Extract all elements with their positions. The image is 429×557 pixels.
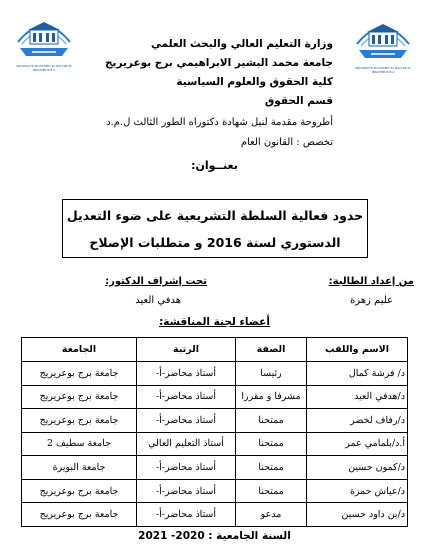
member-role: ممتحنا xyxy=(236,479,307,503)
member-university: جامعة برج بوعريريج xyxy=(22,385,137,409)
table-row xyxy=(22,385,408,409)
logo-caption-right: UNIVERSITE MOHAMED EL BACHIR EL IBRAHIMI B.B.A xyxy=(354,66,412,74)
column-header-rank: الرتبة xyxy=(137,338,236,362)
member-university: جامعة البويرة xyxy=(22,456,137,480)
member-name: د/ فرشة كمال xyxy=(307,362,408,386)
member-name: د/رفاف لخضر xyxy=(307,409,408,433)
thesis-degree-line: أطروحة مقدمة لنيل شهادة دكتوراه الطور الثالث ل.م.د xyxy=(106,117,333,128)
member-university: جامعة برج بوعريريج xyxy=(22,362,137,386)
title-label: بعنــوان: xyxy=(191,159,238,172)
table-header-row xyxy=(22,338,408,362)
table-row xyxy=(22,409,408,433)
member-role: مشرفا و مقررا xyxy=(236,385,307,409)
member-rank: أستاذ التعليم العالي xyxy=(137,432,236,456)
logo-caption-left: UNIVERSITE MOHAMED EL BACHIR EL IBRAHIMI B.B.A xyxy=(15,64,73,72)
member-rank: أستاذ محاضر-أ- xyxy=(137,456,236,480)
member-role: ممتحنا xyxy=(236,456,307,480)
student-name: عليم زهرة xyxy=(350,295,393,306)
member-rank: أستاذ محاضر-أ- xyxy=(137,503,236,527)
student-label: من إعداد الطالبة: xyxy=(328,276,414,287)
member-name: أ.د/بلمامي عمر xyxy=(307,432,408,456)
column-header-university: الجامعة xyxy=(22,338,137,362)
member-name: د/بن داود حسين xyxy=(307,503,408,527)
table-row xyxy=(22,432,408,456)
member-rank: أستاذ محاضر-أ- xyxy=(137,362,236,386)
table-row xyxy=(22,479,408,503)
supervisor-name: هدفي العيد xyxy=(135,295,181,306)
table-row xyxy=(22,503,408,527)
thesis-title-line2: الدستوري لسنة 2016 و متطلبات الإصلاح xyxy=(89,235,341,250)
member-name: د/كمون حسين xyxy=(307,456,408,480)
member-role: ممتحنا xyxy=(236,409,307,433)
member-university: جامعة برج بوعريريج xyxy=(22,479,137,503)
specialty-line: تخصص : القانون العام xyxy=(240,137,333,148)
member-name: د/عياش حمزة xyxy=(307,479,408,503)
university-emblem-icon xyxy=(351,10,415,66)
committee-table xyxy=(21,337,408,527)
academic-year: السنة الجامعية : 2020- 2021 xyxy=(138,530,291,542)
ministry-name: وزارة التعليم العالي والبحث العلمي xyxy=(150,38,333,50)
column-header-role: الصفة xyxy=(236,338,307,362)
supervisor-label: تحت إشراف الدكتور: xyxy=(105,276,207,287)
table-row xyxy=(22,456,408,480)
member-role: رئيسا xyxy=(236,362,307,386)
university-emblem-icon xyxy=(12,8,76,64)
committee-heading: أعضاء لجنة المناقشة: xyxy=(159,316,270,328)
column-header-name: الاسم واللقب xyxy=(307,338,408,362)
thesis-title-box xyxy=(62,199,368,258)
member-university: جامعة برج بوعريريج xyxy=(22,409,137,433)
member-rank: أستاذ محاضر-أ- xyxy=(137,479,236,503)
member-university: جامعة سطيف 2 xyxy=(22,432,137,456)
member-rank: أستاذ محاضر-أ- xyxy=(137,409,236,433)
university-logo-left xyxy=(12,8,76,74)
table-row xyxy=(22,362,408,386)
university-logo-right xyxy=(351,10,415,76)
department-name: قسم الحقوق xyxy=(264,95,333,107)
member-role: ممتحنا xyxy=(236,432,307,456)
member-rank: أستاذ محاضر-أ- xyxy=(137,385,236,409)
thesis-title-line1: حدود فعالية السلطة التشريعية على ضوء التعديل xyxy=(66,208,364,223)
member-university: جامعة برج بوعريريج xyxy=(22,503,137,527)
member-name: د/هدفي العيد xyxy=(307,385,408,409)
member-role: مدعو xyxy=(236,503,307,527)
university-name: جامعة محمد البشير الابراهيمي برج بوعريريج xyxy=(104,57,333,69)
faculty-name: كلية الحقوق والعلوم السياسية xyxy=(176,76,333,88)
